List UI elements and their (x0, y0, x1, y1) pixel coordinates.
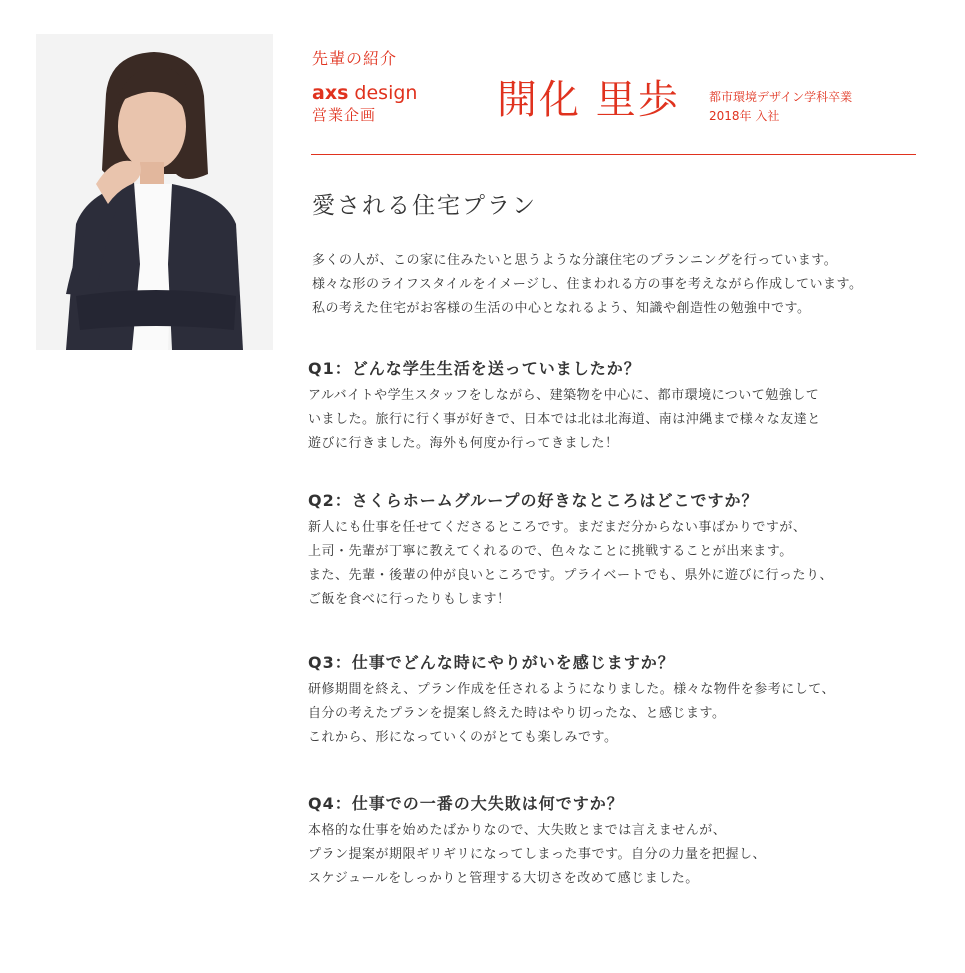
answer-line: 上司・先輩が丁寧に教えてくれるので、色々なことに挑戦することが出来ます。 (308, 544, 793, 559)
answer-line: アルバイトや学生スタッフをしながら、建築物を中心に、都市環境について勉強して (308, 388, 820, 403)
answer-line: 新人にも仕事を任せてくださるところです。まだまだ分からない事ばかりですが、 (308, 520, 807, 535)
qa-item-4 (308, 793, 928, 891)
answer-line: また、先輩・後輩の仲が良いところです。プライベートでも、県外に遊びに行ったり、 (308, 568, 833, 583)
answer-line: ご飯を食べに行ったりもします！ (308, 592, 511, 607)
answer-2 (308, 516, 928, 612)
answer-line: スケジュールをしっかりと管理する大切さを改めて感じました。 (308, 871, 699, 886)
answer-line: プラン提案が期限ギリギリになってしまった事です。自分の力量を把握し、 (308, 847, 766, 862)
question-2: Q2：さくらホームグループの好きなところはどこですか？ (308, 491, 759, 510)
answer-line: いました。旅行に行く事が好きで、日本では北は北海道、南は沖縄まで様々な友達と (308, 412, 821, 427)
qa-item-1 (308, 358, 928, 456)
company-block (312, 84, 417, 123)
answer-line: 研修期間を終え、プラン作成を任されるようになりました。様々な物件を参考にして、 (308, 682, 836, 697)
question-3: Q3：仕事でどんな時にやりがいを感じますか？ (308, 653, 675, 672)
catch-title: 愛される住宅プラン (312, 193, 537, 219)
qa-item-2 (308, 490, 928, 612)
answer-line: 自分の考えたプランを提案し終えた時はやり切ったな、と感じます。 (308, 706, 726, 721)
staff-name: 開化 里歩 (497, 77, 680, 123)
department-label: 営業企画 (312, 106, 377, 124)
answer-line: 遊びに行きました。海外も何度か行ってきました！ (308, 436, 619, 451)
intro-line: 様々な形のライフスタイルをイメージし、住まわれる方の事を考えながら作成しています。 (312, 277, 863, 292)
answer-line: これから、形になっていくのがとても楽しみです。 (308, 730, 618, 745)
intro-line: 多くの人が、この家に住みたいと思うような分譲住宅のプランニングを行っています。 (312, 253, 838, 268)
staff-photo (36, 34, 273, 350)
section-label: 先輩の紹介 (312, 49, 398, 68)
intro-text (312, 249, 942, 321)
answer-3 (308, 678, 928, 750)
company-logo-strong: axs (312, 82, 349, 104)
profile-joined: 2018年 入社 (709, 109, 780, 123)
answer-line: 本格的な仕事を始めたばかりなので、大失敗とまでは言えませんが、 (308, 823, 727, 838)
company-logo-rest: design (348, 82, 418, 104)
profile-info (709, 88, 852, 126)
answer-1 (308, 384, 928, 456)
qa-item-3 (308, 652, 928, 750)
intro-line: 私の考えた住宅がお客様の生活の中心となれるよう、知識や創造性の勉強中です。 (312, 301, 811, 316)
question-4: Q4：仕事での一番の大失敗は何ですか？ (308, 794, 624, 813)
header-divider (311, 154, 916, 155)
answer-4 (308, 819, 928, 891)
question-1: Q1：どんな学生生活を送っていましたか？ (308, 359, 641, 378)
profile-school: 都市環境デザイン学科卒業 (709, 90, 853, 104)
